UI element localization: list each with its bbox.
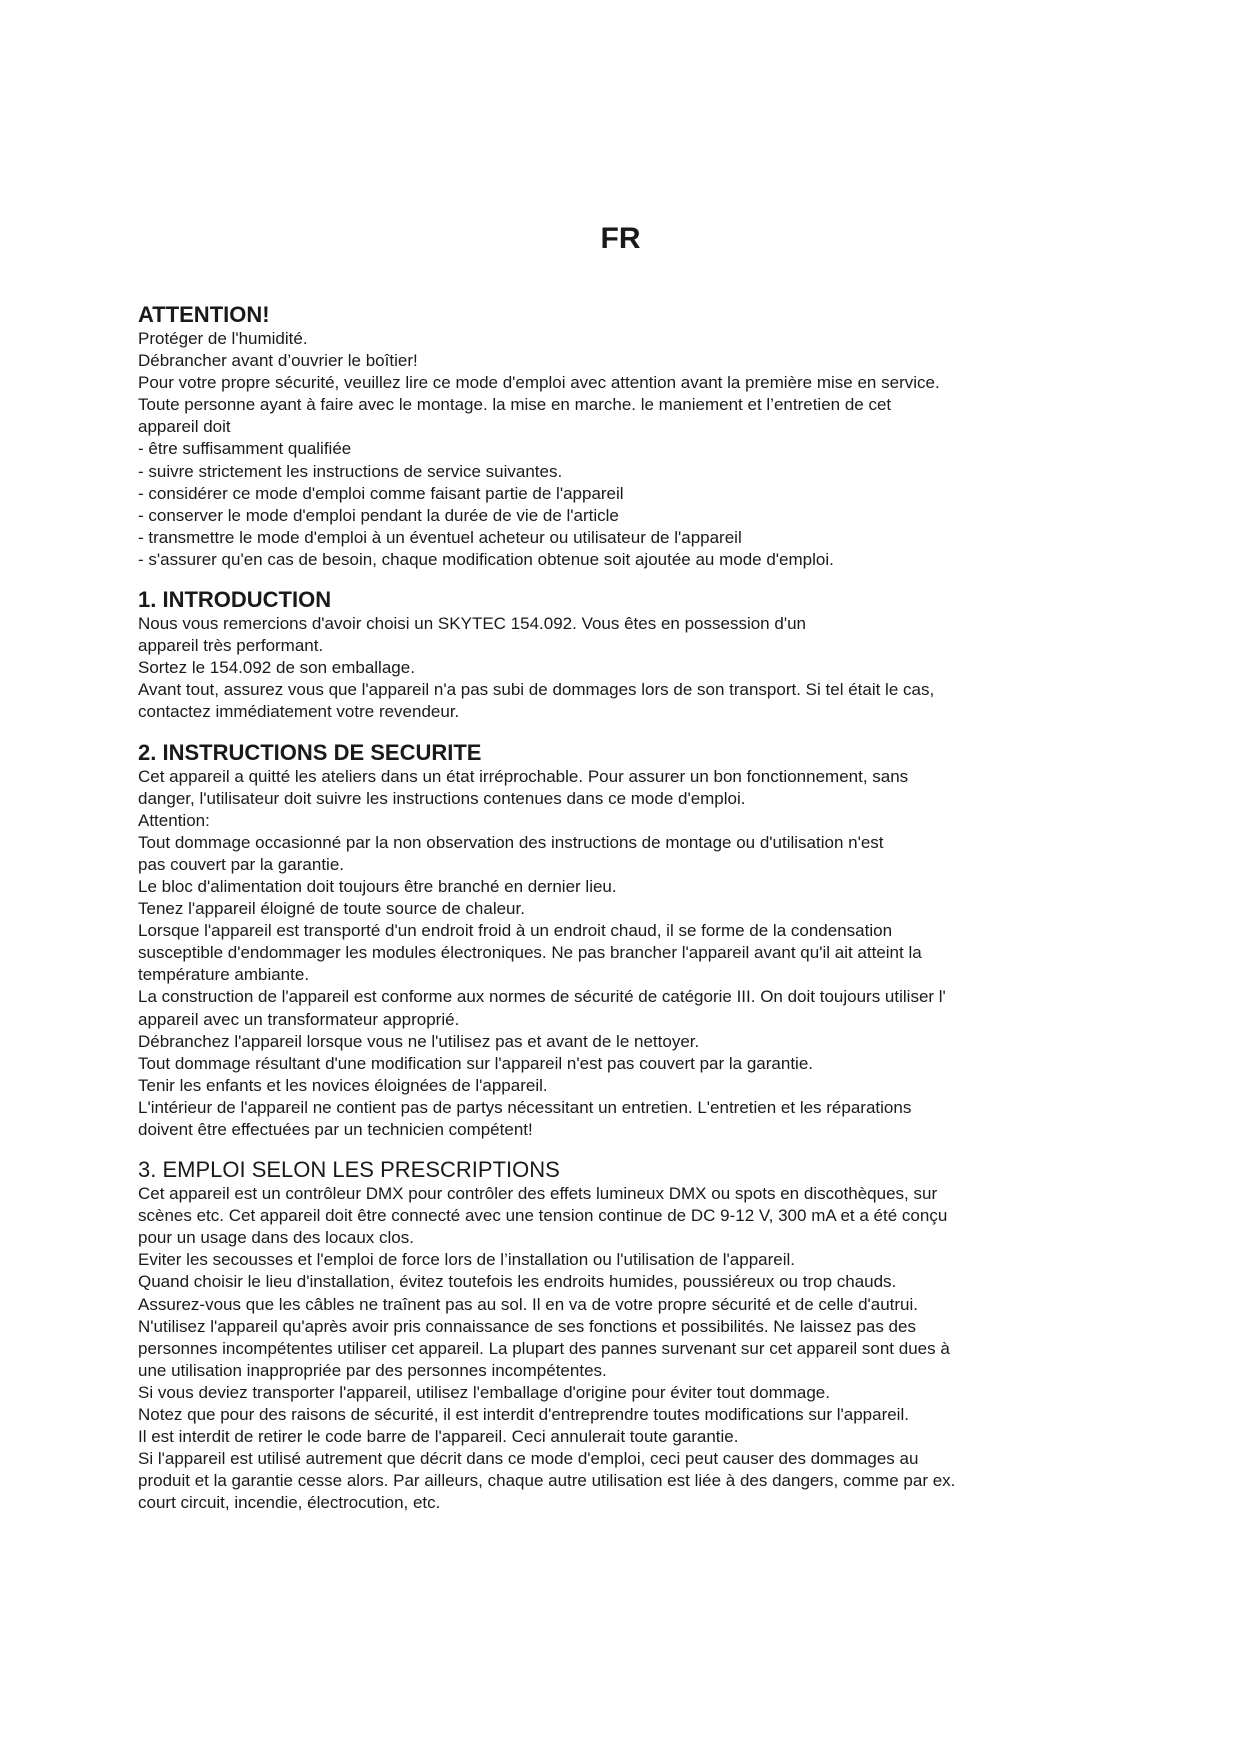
text-line: Le bloc d'alimentation doit toujours être branché en dernier lieu. <box>138 876 617 896</box>
text-line: produit et la garantie cesse alors. Par ailleurs, chaque autre utilisation est liée à des dangers, comme par ex. <box>138 1471 956 1491</box>
text-line: L'intérieur de l'appareil ne contient pas de partys nécessitant un entretien. L'entretien et les réparations <box>138 1097 912 1117</box>
text-line: doivent être effectuées par un technicien compétent! <box>138 1120 533 1139</box>
language-code: FR <box>600 222 641 255</box>
text-line: - conserver le mode d'emploi pendant la durée de vie de l'article <box>138 505 619 525</box>
text-line: Débranchez l'appareil lorsque vous ne l'utilisez pas et avant de le nettoyer. <box>138 1031 700 1051</box>
text-line: Tout dommage occasionné par la non observation des instructions de montage ou d'utilisation n'est <box>138 832 884 852</box>
text-line: scènes etc. Cet appareil doit être connecté avec une tension continue de DC 9-12 V, 300 mA et a été conçu <box>138 1206 948 1226</box>
text-line: contactez immédiatement votre revendeur. <box>138 702 460 722</box>
text-line: - s'assurer qu'en cas de besoin, chaque modification obtenue soit ajoutée au mode d'emploi. <box>138 549 834 569</box>
section-title-safety: 2. INSTRUCTIONS DE SECURITE <box>138 739 482 765</box>
section-safety <box>138 740 1078 1142</box>
text-line: La construction de l'appareil est conforme aux normes de sécurité de catégorie III. On doit toujours utiliser l' <box>138 987 946 1007</box>
text-line: une utilisation inappropriée par des personnes incompétentes. <box>138 1360 607 1380</box>
text-line: - suivre strictement les instructions de service suivantes. <box>138 461 563 481</box>
text-line: pour un usage dans des locaux clos. <box>138 1228 414 1248</box>
text-line: Cet appareil est un contrôleur DMX pour contrôler des effets lumineux DMX ou spots en discothèques, sur <box>138 1184 938 1204</box>
text-line: appareil doit <box>138 417 231 437</box>
text-line: Pour votre propre sécurité, veuillez lire ce mode d'emploi avec attention avant la première mise en service. <box>138 373 940 393</box>
section-body-introduction <box>138 613 1078 723</box>
text-line: court circuit, incendie, électrocution, etc. <box>138 1493 441 1513</box>
section-introduction <box>138 587 1078 723</box>
text-line: Avant tout, assurez vous que l'appareil n'a pas subi de dommages lors de son transport. Si tel était le cas, <box>138 680 935 700</box>
text-line: Cet appareil a quitté les ateliers dans un état irréprochable. Pour assurer un bon fonctionnement, sans <box>138 766 909 786</box>
text-line: température ambiante. <box>138 965 310 985</box>
text-line: - transmettre le mode d'emploi à un éventuel acheteur ou utilisateur de l'appareil <box>138 527 742 547</box>
text-line: N'utilisez l'appareil qu'après avoir pris connaissance de ses fonctions et possibilités. Ne laissez pas des <box>138 1316 916 1336</box>
text-line: Notez que pour des raisons de sécurité, il est interdit d'entreprendre toutes modifications sur l'appareil. <box>138 1405 909 1425</box>
text-line: Attention: <box>138 810 210 830</box>
text-line: danger, l'utilisateur doit suivre les instructions contenues dans ce mode d'emploi. <box>138 788 746 808</box>
text-line: Débrancher avant d’ouvrier le boîtier! <box>138 351 418 371</box>
text-line: - considérer ce mode d'emploi comme faisant partie de l'appareil <box>138 483 624 503</box>
section-body-intended-use <box>138 1183 1078 1514</box>
text-line: - être suffisamment qualifiée <box>138 439 352 459</box>
text-line: Tout dommage résultant d'une modification sur l'appareil n'est pas couvert par la garantie. <box>138 1053 814 1073</box>
section-title-attention: ATTENTION! <box>138 302 270 327</box>
text-line: appareil très performant. <box>138 636 324 656</box>
section-body-safety <box>138 766 1078 1142</box>
text-line: Il est interdit de retirer le code barre de l'appareil. Ceci annulerait toute garantie. <box>138 1427 739 1447</box>
text-line: Lorsque l'appareil est transporté d'un endroit froid à un endroit chaud, il se forme de la condensation <box>138 921 893 941</box>
text-line: pas couvert par la garantie. <box>138 854 345 874</box>
section-attention <box>138 302 1078 571</box>
text-line: Si l'appareil est utilisé autrement que décrit dans ce mode d'emploi, ceci peut causer des dommages au <box>138 1449 919 1469</box>
text-line: Si vous deviez transporter l'appareil, utilisez l'emballage d'origine pour éviter tout dommage. <box>138 1382 830 1402</box>
manual-body <box>138 302 1078 1531</box>
text-line: Protéger de l'humidité. <box>138 329 308 348</box>
text-line: Nous vous remercions d'avoir choisi un SKYTEC 154.092. Vous êtes en possession d'un <box>138 614 806 634</box>
text-line: Sortez le 154.092 de son emballage. <box>138 658 415 678</box>
text-line: Eviter les secousses et l'emploi de force lors de l’installation ou l'utilisation de l'appareil. <box>138 1250 796 1270</box>
text-line: susceptible d'endommager les modules électroniques. Ne pas brancher l'appareil avant qu'il ait atteint la <box>138 943 922 963</box>
text-line: Tenez l'appareil éloigné de toute source de chaleur. <box>138 899 525 919</box>
text-line: personnes incompétentes utiliser cet appareil. La plupart des pannes survenant sur cet appareil sont dues à <box>138 1338 950 1358</box>
text-line: Tenir les enfants et les novices éloignées de l'appareil. <box>138 1075 548 1095</box>
section-intended-use <box>138 1157 1078 1514</box>
text-line: Assurez-vous que les câbles ne traînent pas au sol. Il en va de votre propre sécurité et de celle d'autrui. <box>138 1294 919 1314</box>
section-title-intended-use: 3. EMPLOI SELON LES PRESCRIPTIONS <box>138 1157 560 1183</box>
section-title-introduction: 1. INTRODUCTION <box>138 587 332 613</box>
section-body-attention <box>138 328 1078 571</box>
text-line: Quand choisir le lieu d'installation, évitez toutefois les endroits humides, poussiéreux ou trop chauds. <box>138 1272 897 1292</box>
text-line: appareil avec un transformateur approprié. <box>138 1009 460 1029</box>
text-line: Toute personne ayant à faire avec le montage. la mise en marche. le maniement et l’entretien de cet <box>138 395 892 415</box>
